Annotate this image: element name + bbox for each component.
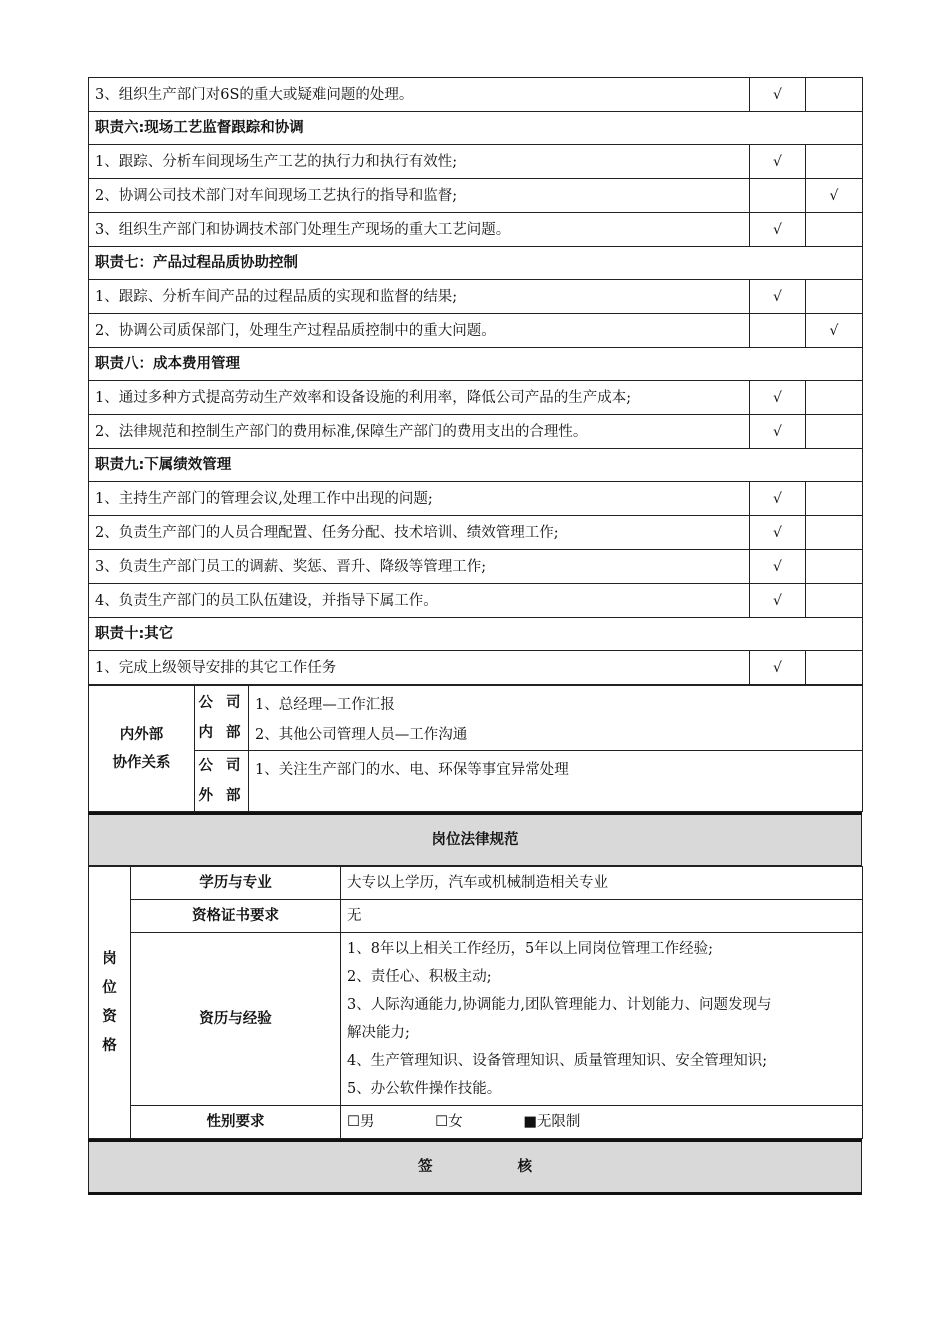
- duty-text: 3、负责生产部门员工的调薪、奖惩、晋升、降级等管理工作;: [89, 550, 750, 584]
- duties-table: [88, 77, 863, 685]
- education-label: 学历与专业: [131, 867, 341, 900]
- sign-title-char: 核: [517, 1159, 532, 1175]
- duty-section-heading: [89, 449, 863, 482]
- gender-option-female[interactable]: [435, 1112, 463, 1132]
- duty-check-primary: √: [750, 78, 806, 112]
- duty-row: [89, 482, 863, 516]
- duty-check-primary: √: [750, 415, 806, 449]
- duty-text: 1、跟踪、分析车间产品的过程品质的实现和监督的结果;: [89, 280, 750, 314]
- checked-box-icon[interactable]: ■: [523, 1114, 537, 1130]
- duty-check-primary: √: [750, 145, 806, 179]
- duty-check-primary: √: [750, 381, 806, 415]
- sign-title: [89, 1141, 862, 1194]
- duty-check-primary: √: [750, 482, 806, 516]
- external-label-line1: 公 司: [198, 758, 245, 774]
- experience-line: 5、办公软件操作技能。: [347, 1081, 502, 1097]
- duty-row: [89, 415, 863, 449]
- gender-option-label: 无限制: [536, 1114, 581, 1130]
- duty-row: [89, 584, 863, 618]
- duty-row: [89, 213, 863, 247]
- duty-row: [89, 179, 863, 213]
- duty-check-secondary: [806, 550, 863, 584]
- side-char: 岗: [102, 950, 117, 967]
- internal-label-line2: 内 部: [198, 725, 245, 741]
- duty-check-secondary: √: [806, 314, 863, 348]
- duty-text: 1、主持生产部门的管理会议,处理工作中出现的问题;: [89, 482, 750, 516]
- duty-text: 2、法律规范和控制生产部门的费用标准,保障生产部门的费用支出的合理性。: [89, 415, 750, 449]
- external-item: 1、关注生产部门的水、电、环保等事宜异常处理: [255, 762, 569, 778]
- experience-line: 2、责任心、积极主动;: [347, 969, 492, 985]
- duty-row: [89, 145, 863, 179]
- experience-line: 1、8年以上相关工作经历，5年以上同岗位管理工作经验;: [347, 941, 714, 957]
- duty-section-heading: [89, 348, 863, 381]
- duty-check-secondary: [806, 78, 863, 112]
- duty-row: [89, 314, 863, 348]
- duty-check-secondary: [806, 213, 863, 247]
- duty-section-heading: [89, 247, 863, 280]
- collaboration-label-line1: 内外部: [119, 726, 164, 743]
- duty-text: 1、通过多种方式提高劳动生产效率和设备设施的利用率，降低公司产品的生产成本;: [89, 381, 750, 415]
- external-collaboration: [249, 751, 863, 812]
- duty-check-secondary: √: [806, 179, 863, 213]
- duty-check-primary: [750, 179, 806, 213]
- legal-section: [88, 812, 862, 866]
- duty-row: [89, 280, 863, 314]
- legal-section-title: 岗位法律规范: [89, 814, 862, 866]
- duty-check-primary: [750, 314, 806, 348]
- collaboration-table: [88, 685, 863, 812]
- duty-check-secondary: [806, 415, 863, 449]
- collaboration-label-line2: 协作关系: [112, 754, 171, 771]
- duty-row: [89, 550, 863, 584]
- duty-check-primary: √: [750, 280, 806, 314]
- gender-option-male[interactable]: [347, 1112, 375, 1132]
- duty-check-secondary: [806, 381, 863, 415]
- internal-item: 2、其他公司管理人员—工作沟通: [255, 727, 468, 743]
- sign-section: [88, 1139, 862, 1195]
- duty-row: [89, 381, 863, 415]
- side-char: 位: [102, 979, 117, 996]
- internal-label-line1: 公 司: [198, 695, 245, 711]
- checkbox-icon[interactable]: ☐: [435, 1114, 449, 1130]
- duty-check-primary: √: [750, 651, 806, 685]
- sign-title-char: 签: [418, 1159, 433, 1175]
- duty-heading-text: 职责六:现场工艺监督跟踪和协调: [89, 112, 863, 145]
- duty-check-secondary: [806, 145, 863, 179]
- duty-text: 3、组织生产部门和协调技术部门处理生产现场的重大工艺问题。: [89, 213, 750, 247]
- duty-check-secondary: [806, 482, 863, 516]
- internal-label: [195, 686, 249, 751]
- experience-line: 3、人际沟通能力,协调能力,团队管理能力、计划能力、问题发现与: [347, 997, 772, 1013]
- duty-check-secondary: [806, 584, 863, 618]
- side-char: 格: [102, 1037, 117, 1054]
- duty-text: 2、负责生产部门的人员合理配置、任务分配、技术培训、绩效管理工作;: [89, 516, 750, 550]
- duty-check-primary: √: [750, 584, 806, 618]
- duty-check-primary: √: [750, 550, 806, 584]
- collaboration-label: [89, 686, 195, 812]
- duty-section-heading: [89, 112, 863, 145]
- duty-check-secondary: [806, 516, 863, 550]
- experience-line: 4、生产管理知识、设备管理知识、质量管理知识、安全管理知识;: [347, 1053, 768, 1069]
- gender-option-unlimited[interactable]: [523, 1112, 580, 1132]
- duty-heading-text: 职责七：产品过程品质协助控制: [89, 247, 863, 280]
- duty-text: 1、跟踪、分析车间现场生产工艺的执行力和执行有效性;: [89, 145, 750, 179]
- duty-heading-text: 职责九:下属绩效管理: [89, 449, 863, 482]
- duty-heading-text: 职责八：成本费用管理: [89, 348, 863, 381]
- gender-label: 性别要求: [131, 1106, 341, 1139]
- gender-options: [341, 1106, 863, 1139]
- duty-check-secondary: [806, 651, 863, 685]
- duty-check-secondary: [806, 280, 863, 314]
- duty-check-primary: √: [750, 516, 806, 550]
- duty-text: 1、完成上级领导安排的其它工作任务: [89, 651, 750, 685]
- external-label: [195, 751, 249, 812]
- duty-text: 4、负责生产部门的员工队伍建设，并指导下属工作。: [89, 584, 750, 618]
- side-char: 资: [102, 1008, 117, 1025]
- duty-row: [89, 78, 863, 112]
- experience-line: 解决能力;: [347, 1025, 410, 1041]
- external-label-line2: 外 部: [198, 788, 245, 804]
- internal-item: 1、总经理—工作汇报: [255, 697, 395, 713]
- checkbox-icon[interactable]: ☐: [347, 1114, 360, 1130]
- qualification-side-label: [89, 867, 131, 1139]
- experience-label: 资历与经验: [131, 933, 341, 1106]
- certificate-label: 资格证书要求: [131, 900, 341, 933]
- education-value: 大专以上学历，汽车或机械制造相关专业: [341, 867, 863, 900]
- duty-text: 3、组织生产部门对6S的重大或疑难问题的处理。: [89, 78, 750, 112]
- duty-row: [89, 516, 863, 550]
- duty-section-heading: [89, 618, 863, 651]
- duty-heading-text: 职责十:其它: [89, 618, 863, 651]
- job-description-page: [88, 77, 862, 1195]
- gender-option-label: 女: [448, 1114, 463, 1130]
- gender-option-label: 男: [360, 1114, 375, 1130]
- duty-text: 2、协调公司技术部门对车间现场工艺执行的指导和监督;: [89, 179, 750, 213]
- duty-row: [89, 651, 863, 685]
- internal-collaboration: [249, 686, 863, 751]
- duty-check-primary: √: [750, 213, 806, 247]
- duty-text: 2、协调公司质保部门，处理生产过程品质控制中的重大问题。: [89, 314, 750, 348]
- certificate-value: 无: [341, 900, 863, 933]
- qualification-table: [88, 866, 863, 1139]
- experience-value: [341, 933, 863, 1106]
